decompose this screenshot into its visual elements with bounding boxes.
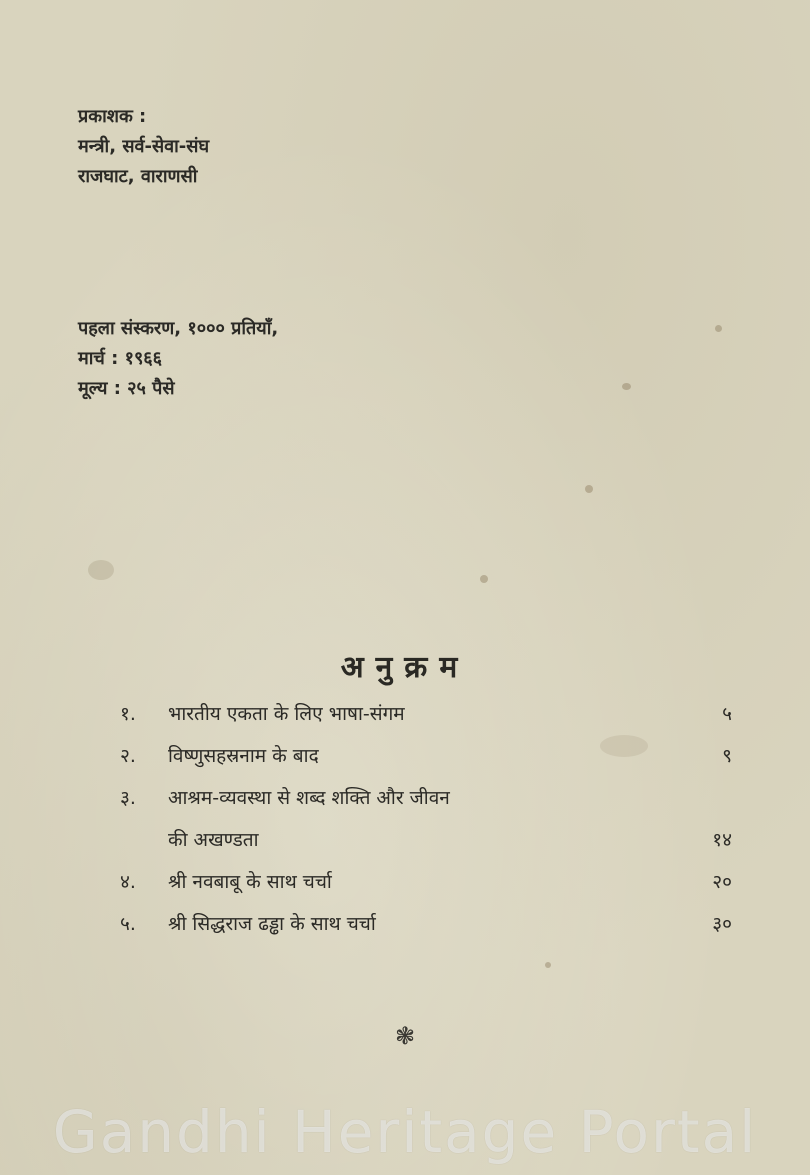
toc-item-number: ३. xyxy=(120,787,136,809)
toc-row xyxy=(120,700,740,742)
toc-item-number: ४. xyxy=(120,871,136,893)
flower-ornament-icon: ❃ xyxy=(394,1022,416,1050)
toc-row xyxy=(120,826,740,868)
watermark: Gandhi Heritage Portal xyxy=(52,1098,758,1166)
toc-item-page: २० xyxy=(712,871,732,893)
publisher-block xyxy=(78,102,209,192)
publisher-label: प्रकाशक : xyxy=(78,106,147,127)
publisher-line-2: राजघाट, वाराणसी xyxy=(78,166,198,187)
toc-item-title: विष्णुसहस्रनाम के बाद xyxy=(168,745,319,767)
toc-item-page: ९ xyxy=(722,745,732,767)
toc-row xyxy=(120,868,740,910)
toc-item-page: १४ xyxy=(712,829,732,851)
edition-block xyxy=(78,314,278,404)
toc-item-number: ५. xyxy=(120,913,136,935)
price-line: मूल्य : २५ पैसे xyxy=(78,378,175,399)
toc-item-title: आश्रम-व्यवस्था से शब्द शक्ति और जीवन xyxy=(168,787,450,809)
toc-item-page: ३० xyxy=(712,913,732,935)
toc-item-page: ५ xyxy=(722,703,732,725)
table-of-contents xyxy=(120,700,740,952)
toc-item-number: २. xyxy=(120,745,136,767)
toc-title: अनुक्रम xyxy=(340,650,470,685)
toc-row xyxy=(120,784,740,826)
toc-item-title: श्री नवबाबू के साथ चर्चा xyxy=(168,871,332,893)
toc-item-title: श्री सिद्धराज ढड्ढा के साथ चर्चा xyxy=(168,913,376,935)
toc-item-title: की अखण्डता xyxy=(168,829,259,851)
toc-row xyxy=(120,742,740,784)
toc-row xyxy=(120,910,740,952)
edition-line: पहला संस्करण, १००० प्रतियाँ, xyxy=(78,318,279,339)
toc-item-title: भारतीय एकता के लिए भाषा-संगम xyxy=(168,703,405,725)
date-line: मार्च : १९६६ xyxy=(78,348,163,369)
publisher-line-1: मन्त्री, सर्व-सेवा-संघ xyxy=(78,136,210,157)
toc-item-number: १. xyxy=(120,703,136,725)
